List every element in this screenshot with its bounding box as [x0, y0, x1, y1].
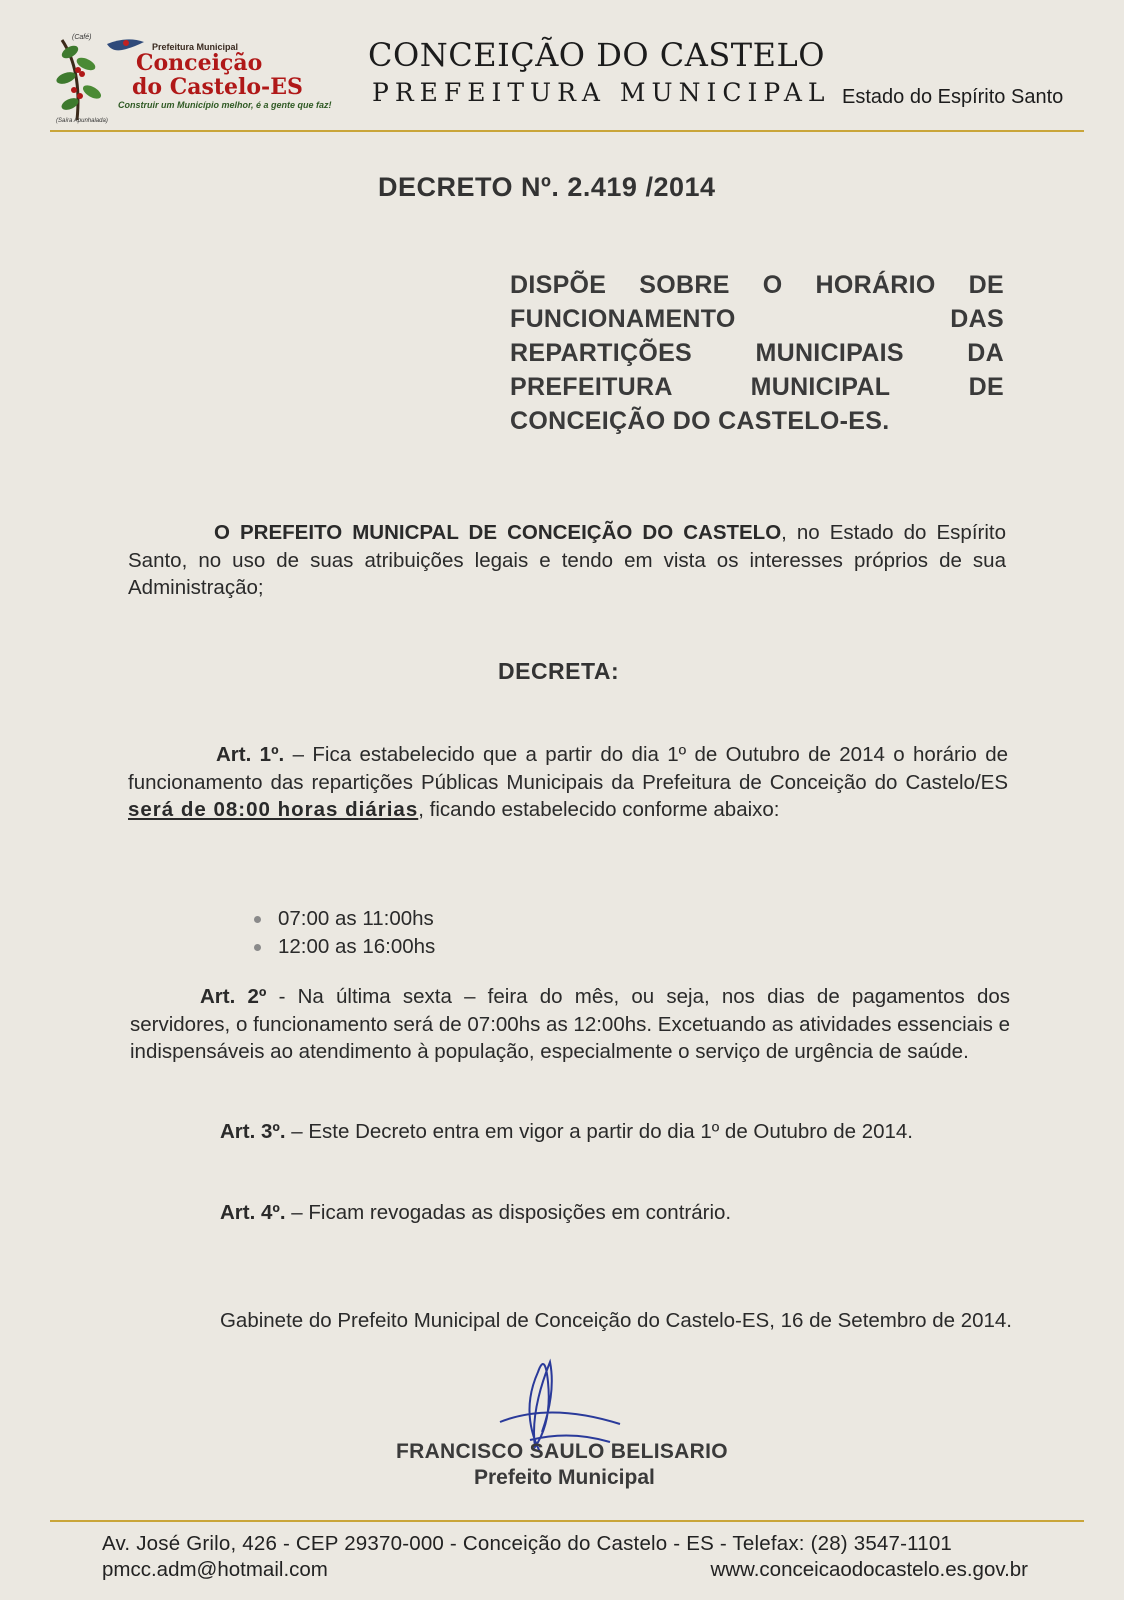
- logo-cafe-text: (Café): [72, 34, 92, 41]
- article-text: – Fica estabelecido que a partir do dia 1º de Outubro de 2014 o horário de funcionamento das repartições Públicas Municipais da Prefeitura de Conceição do Castelo/ES: [128, 743, 1008, 794]
- article-label: Art. 3º.: [220, 1120, 286, 1143]
- article-text: – Este Decreto entra em vigor a partir do dia 1º de Outubro de 2014.: [285, 1120, 913, 1143]
- gabinete-date-line: Gabinete do Prefeito Municipal de Conceição do Castelo-ES, 16 de Setembro de 2014.: [219, 1309, 1012, 1332]
- decreta-heading: DECRETA:: [498, 658, 620, 684]
- logo-bird-caption: (Saíra Apunhalada): [56, 118, 108, 124]
- header-title: CONCEIÇÃO DO CASTELO: [368, 36, 825, 74]
- article-3: [220, 1118, 1020, 1146]
- footer-website: www.conceicaodocastelo.es.gov.br: [710, 1558, 1028, 1581]
- article-text: , ficando estabelecido conforme abaixo:: [418, 798, 780, 821]
- decree-ementa: [510, 268, 1004, 438]
- logo-name-line2: do Castelo-ES: [132, 74, 303, 100]
- logo-small-text: Prefeitura Municipal: [152, 42, 239, 52]
- footer-rule: [50, 1520, 1084, 1522]
- preamble-bold: O PREFEITO MUNICPAL DE CONCEIÇÃO DO CASTELO: [214, 521, 782, 544]
- article-text: - Na última sexta – feira do mês, ou seja, nos dias de pagamentos dos servidores, o funcionamento será de 07:00hs as 12:00hs. Excetuando as atividades essenciais e indispensáveis ao atendimento à população, especialmente o serviço de urgência de saúde.: [130, 985, 1010, 1063]
- article-2: [130, 983, 1010, 1066]
- article-emphasis: será de 08:00 horas diárias: [128, 798, 419, 821]
- header-state: Estado do Espírito Santo: [842, 86, 1064, 108]
- article-label: Art. 4º.: [220, 1201, 286, 1224]
- article-text: – Ficam revogadas as disposições em contrário.: [285, 1201, 732, 1224]
- ementa-line: PREFEITURA MUNICIPAL DE: [510, 373, 1004, 401]
- schedule-list: [250, 905, 435, 960]
- footer-email: pmcc.adm@hotmail.com: [102, 1558, 328, 1581]
- article-4: [220, 1199, 1020, 1227]
- footer-address: Av. José Grilo, 426 - CEP 29370-000 - Conceição do Castelo - ES - Telefax: (28) 3547-1101: [102, 1532, 953, 1555]
- decree-number: DECRETO Nº. 2.419 /2014: [378, 172, 716, 202]
- article-1: [128, 741, 1008, 824]
- signer-role: Prefeito Municipal: [474, 1466, 655, 1489]
- article-label: Art. 2º: [200, 985, 267, 1008]
- ementa-line: DISPÕE SOBRE O HORÁRIO DE: [510, 271, 1004, 299]
- ementa-line: REPARTIÇÕES MUNICIPAIS DA: [510, 339, 1004, 367]
- header-subtitle: PREFEITURA MUNICIPAL: [372, 78, 831, 107]
- signer-name: FRANCISCO SAULO BELISARIO: [396, 1440, 728, 1463]
- logo-slogan: Construir um Município melhor, é a gente que faz!: [118, 100, 332, 110]
- article-label: Art. 1º.: [216, 743, 285, 766]
- preamble-text: , no Estado do Espírito Santo, no uso de suas atribuições legais e tendo em vista os interesses próprios de sua Administração;: [128, 521, 1006, 599]
- list-item: 12:00 as 16:00hs: [250, 933, 435, 961]
- ementa-line: FUNCIONAMENTO DAS: [510, 305, 1004, 333]
- header-rule: [50, 130, 1084, 132]
- logo-name-line1: Conceição: [136, 50, 263, 76]
- list-item: 07:00 as 11:00hs: [250, 905, 435, 933]
- ementa-line: CONCEIÇÃO DO CASTELO-ES.: [510, 407, 890, 435]
- preamble-paragraph: [128, 519, 1006, 602]
- municipal-logo: [52, 30, 342, 130]
